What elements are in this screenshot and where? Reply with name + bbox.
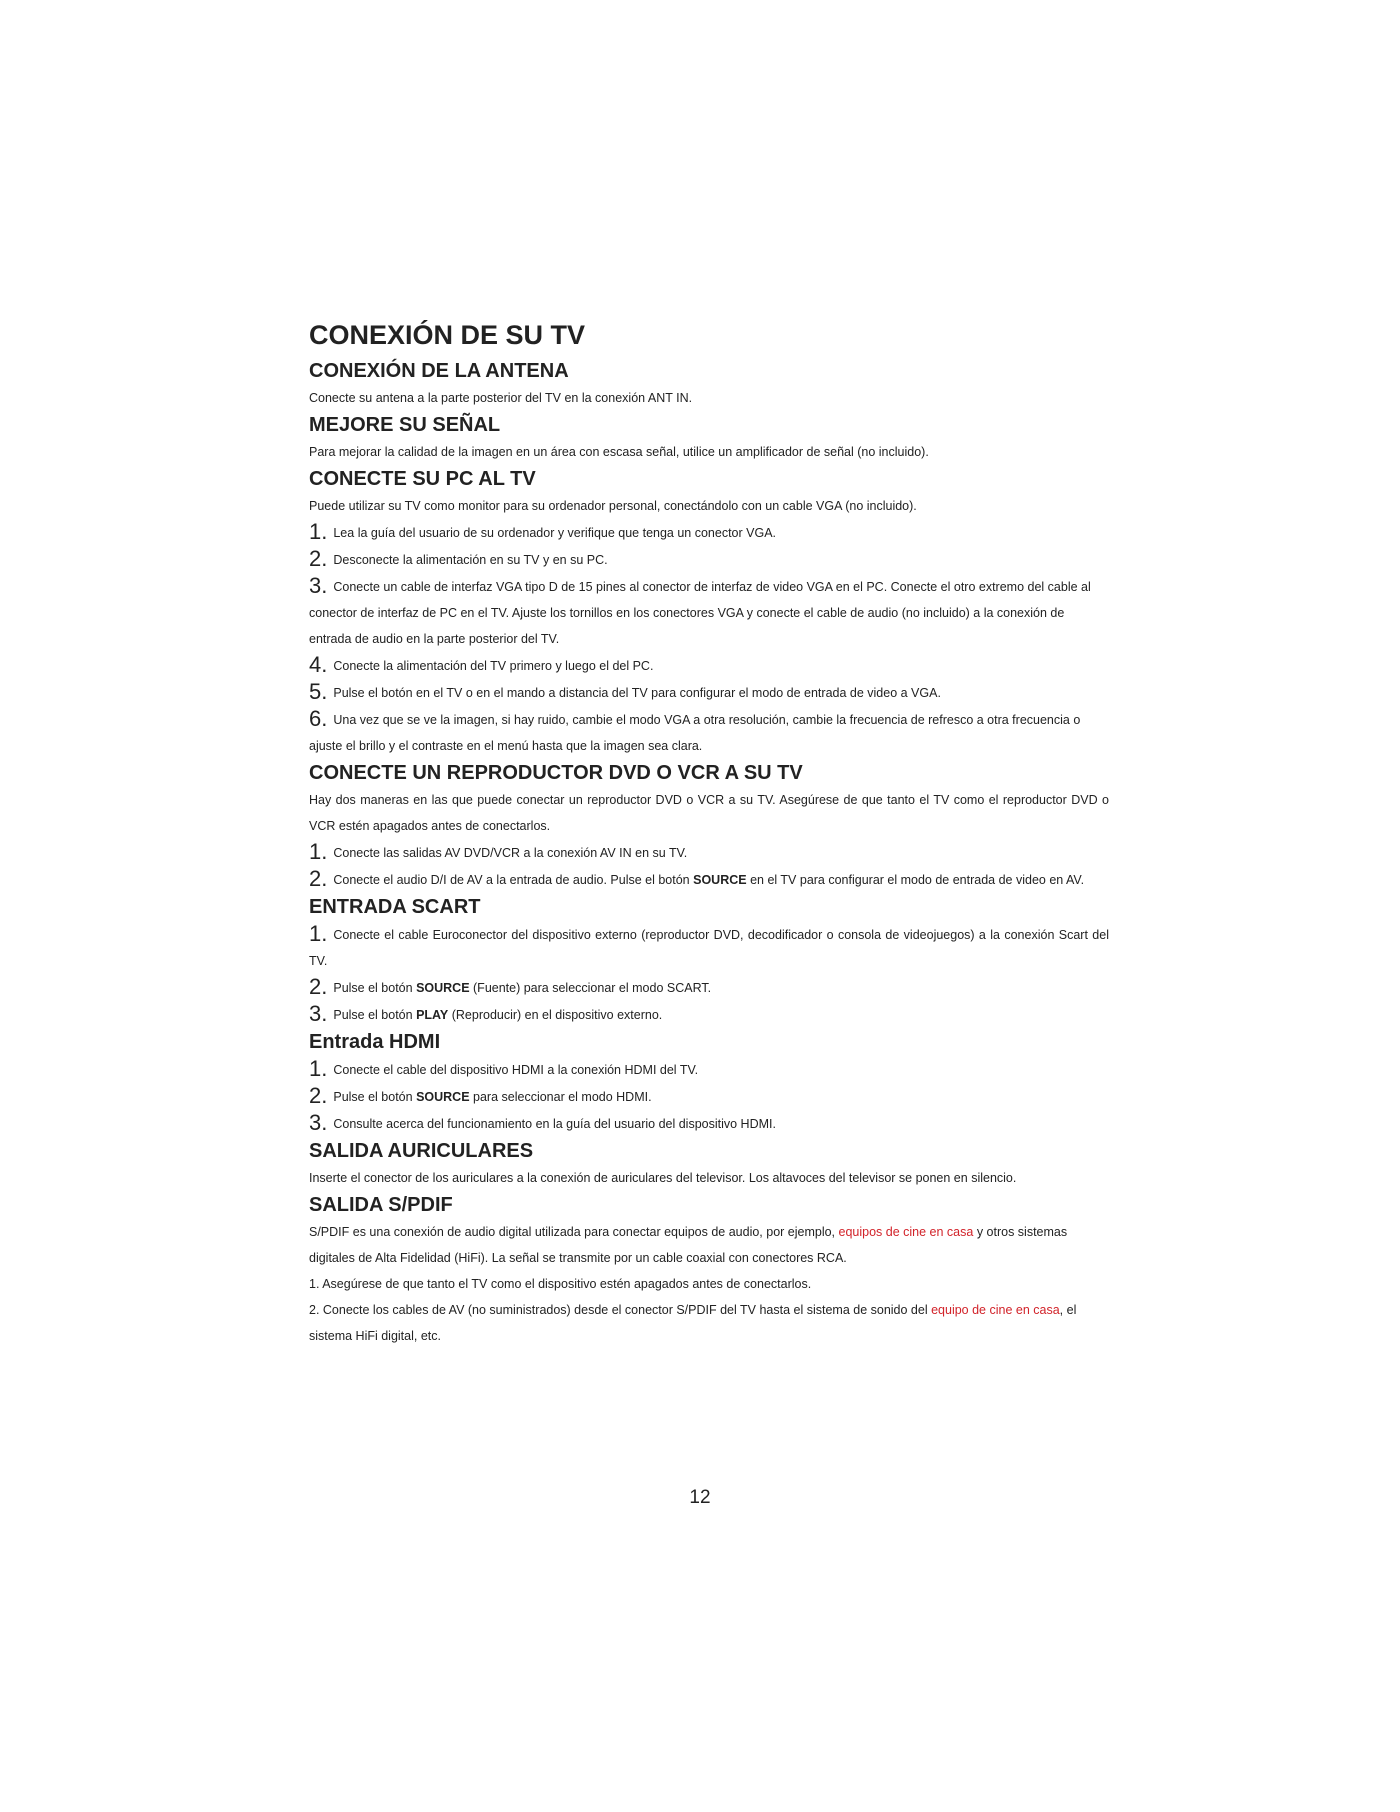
spdif-paragraph-3	[309, 1297, 1109, 1349]
section-heading-hdmi: Entrada HDMI	[309, 1031, 441, 1053]
section-heading-pc: CONECTE SU PC AL TV	[309, 468, 536, 490]
step-number: 4.	[309, 652, 328, 677]
step-text: Desconecte la alimentación en su TV y en su PC.	[333, 553, 608, 567]
step-number: 2.	[309, 974, 328, 999]
pc-step-4	[309, 652, 1109, 679]
source-keyword: SOURCE	[416, 981, 470, 995]
step-number: 2.	[309, 1083, 328, 1108]
step-text: Conecte el cable del dispositivo HDMI a la conexión HDMI del TV.	[333, 1063, 699, 1077]
step-number: 3.	[309, 1001, 328, 1026]
dvd-step-1	[309, 839, 1109, 866]
step-number: 2.	[309, 546, 328, 571]
pc-step-3	[309, 573, 1109, 652]
step-text: Pulse el botón	[333, 1008, 417, 1022]
document-page	[309, 318, 1109, 1349]
section-heading-dvd: CONECTE UN REPRODUCTOR DVD O VCR A SU TV	[309, 762, 803, 784]
step-text: Pulse el botón en el TV o en el mando a distancia del TV para configurar el modo de entrada de video a VGA.	[333, 686, 941, 700]
source-keyword: SOURCE	[693, 873, 747, 887]
step-number: 1.	[309, 1056, 328, 1081]
source-keyword: SOURCE	[416, 1090, 470, 1104]
step-text: Conecte el audio D/I de AV a la entrada de audio. Pulse el botón	[333, 873, 694, 887]
section-heading-headphones: SALIDA AURICULARES	[309, 1140, 534, 1162]
section-heading-spdif: SALIDA S/PDIF	[309, 1194, 453, 1216]
play-keyword: PLAY	[416, 1008, 449, 1022]
section-heading-scart: ENTRADA SCART	[309, 896, 481, 918]
step-text: Conecte las salidas AV DVD/VCR a la conexión AV IN en su TV.	[333, 846, 688, 860]
hdmi-step-3	[309, 1110, 1109, 1137]
paragraph-text: y otros sistemas digitales de Alta Fidelidad (HiFi). La señal se transmite por un cable coaxial con conectores RCA.	[309, 1225, 1068, 1265]
step-text: Conecte el cable Euroconector del dispositivo externo (reproductor DVD, decodificador o consola de videojuegos) a la conexión Scart del TV.	[309, 928, 1109, 968]
home-theater-link[interactable]: equipos de cine en casa	[838, 1225, 974, 1239]
hdmi-step-1	[309, 1056, 1109, 1083]
page-title: CONEXIÓN DE SU TV	[309, 320, 586, 350]
antenna-text: Conecte su antena a la parte posterior del TV en la conexión ANT IN.	[309, 391, 693, 405]
dvd-step-2	[309, 866, 1109, 893]
signal-text: Para mejorar la calidad de la imagen en un área con escasa señal, utilice un amplificador de señal (no incluido).	[309, 445, 929, 459]
step-text: Una vez que se ve la imagen, si hay ruido, cambie el modo VGA a otra resolución, cambie la frecuencia de refresco a otra frecuencia o ajuste el brillo y el contraste en el menú hasta que la imagen sea clara.	[309, 713, 1081, 753]
step-text: (Fuente) para seleccionar el modo SCART.	[469, 981, 712, 995]
step-number: 2.	[309, 866, 328, 891]
step-text: Conecte la alimentación del TV primero y luego el del PC.	[333, 659, 654, 673]
step-number: 1.	[309, 839, 328, 864]
hdmi-step-2	[309, 1083, 1109, 1110]
pc-step-2	[309, 546, 1109, 573]
step-text: en el TV para configurar el modo de entrada de video en AV.	[746, 873, 1085, 887]
step-number: 3.	[309, 1110, 328, 1135]
step-text: Pulse el botón	[333, 981, 417, 995]
paragraph-text: S/PDIF es una conexión de audio digital utilizada para conectar equipos de audio, por ejemplo,	[309, 1225, 839, 1239]
step-text: Lea la guía del usuario de su ordenador y verifique que tenga un conector VGA.	[333, 526, 777, 540]
home-theater-link[interactable]: equipo de cine en casa	[931, 1303, 1060, 1317]
scart-step-2	[309, 974, 1109, 1001]
paragraph-text: 2. Conecte los cables de AV (no suministrados) desde el conector S/PDIF del TV hasta el sistema de sonido del	[309, 1303, 932, 1317]
step-text: para seleccionar el modo HDMI.	[469, 1090, 652, 1104]
step-text: Conecte un cable de interfaz VGA tipo D de 15 pines al conector de interfaz de video VGA en el PC. Conecte el otro extremo del cable al conector de interfaz de PC en el TV. Ajuste los tornillos en los conectores VGA y conecte el cable de audio (no incluido) a la conexión de entrada de audio en la parte posterior del TV.	[309, 580, 1091, 646]
scart-step-3	[309, 1001, 1109, 1028]
pc-intro: Puede utilizar su TV como monitor para su ordenador personal, conectándolo con un cable VGA (no incluido).	[309, 499, 917, 513]
scart-step-1	[309, 921, 1109, 974]
section-heading-signal: MEJORE SU SEÑAL	[309, 414, 501, 436]
step-number: 1.	[309, 519, 328, 544]
pc-step-5	[309, 679, 1109, 706]
step-text: Pulse el botón	[333, 1090, 417, 1104]
paragraph-text: , el sistema HiFi digital, etc.	[309, 1303, 1077, 1343]
headphones-text: Inserte el conector de los auriculares a la conexión de auriculares del televisor. Los altavoces del televisor se ponen en silencio.	[309, 1171, 1017, 1185]
spdif-paragraph-1	[309, 1219, 1109, 1271]
step-number: 1.	[309, 921, 328, 946]
step-text: (Reproducir) en el dispositivo externo.	[448, 1008, 663, 1022]
section-heading-antenna: CONEXIÓN DE LA ANTENA	[309, 360, 569, 382]
pc-step-6	[309, 706, 1109, 759]
page-number: 12	[689, 1487, 711, 1508]
step-number: 3.	[309, 573, 328, 598]
step-number: 6.	[309, 706, 328, 731]
pc-step-1	[309, 519, 1109, 546]
dvd-intro: Hay dos maneras en las que puede conectar un reproductor DVD o VCR a su TV. Asegúrese de que tanto el TV como el reproductor DVD o VCR estén apagados antes de conectarlos.	[309, 793, 1109, 833]
step-text: Consulte acerca del funcionamiento en la guía del usuario del dispositivo HDMI.	[333, 1117, 776, 1131]
spdif-paragraph-2: 1. Asegúrese de que tanto el TV como el dispositivo estén apagados antes de conectarlos.	[309, 1277, 812, 1291]
step-number: 5.	[309, 679, 328, 704]
